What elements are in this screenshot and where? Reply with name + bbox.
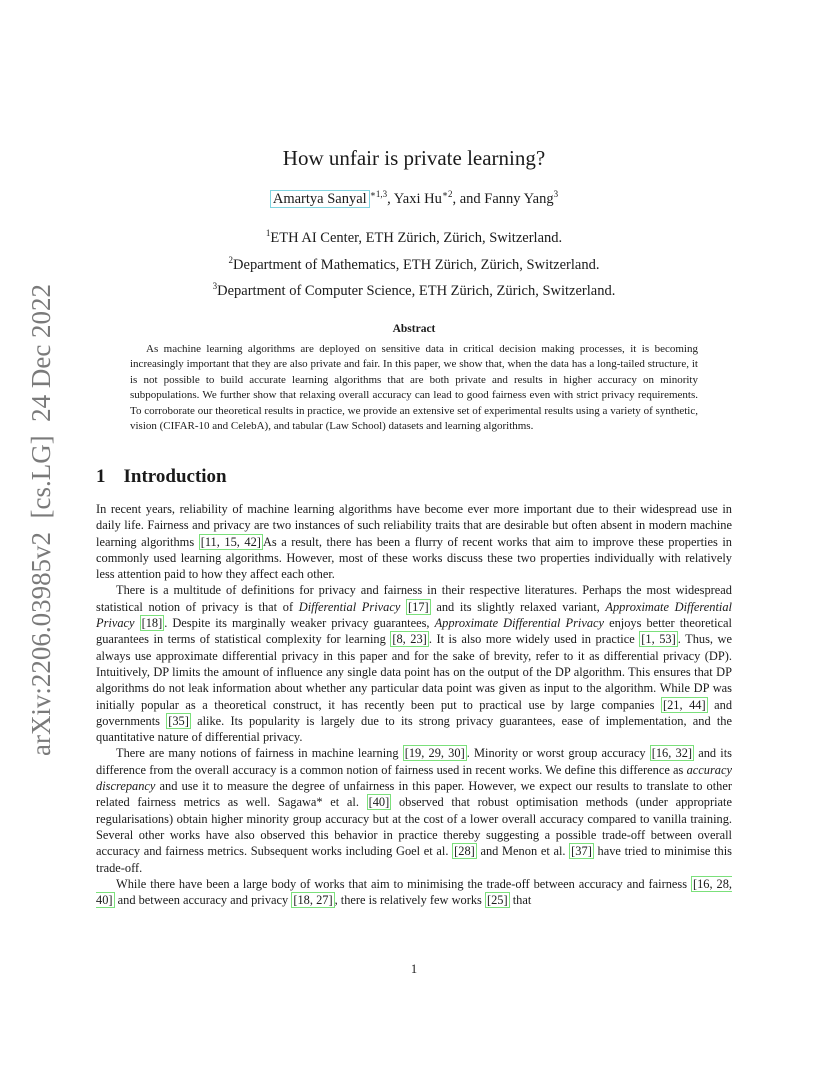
text: In recent years, reliability of machine learning algorithms have become ever more important due to their widespread use in daily life. Fairness and privacy are two instances of such reliability traits that are desirable but often absent in modern machine learning algorithms bbox=[96, 502, 732, 549]
citation-link[interactable]: [18, 27] bbox=[293, 893, 333, 908]
citation-link[interactable]: [1, 53] bbox=[641, 632, 676, 647]
affil-text: ETH AI Center, ETH Zürich, Zürich, Switzerland. bbox=[270, 229, 563, 246]
affil-text: Department of Mathematics, ETH Zürich, Zürich, Switzerland. bbox=[233, 256, 600, 273]
section-number: 1 bbox=[96, 466, 106, 487]
citation-link[interactable]: [16, 28, 40] bbox=[96, 876, 732, 908]
author-sup: 3 bbox=[553, 189, 559, 199]
text: While there have been a large body of works that aim to minimising the trade-off between accuracy and fairness bbox=[116, 876, 691, 891]
affiliation bbox=[0, 222, 828, 249]
abstract-text: As machine learning algorithms are deployed on sensitive data in critical decision making processes, it is becoming increasingly important that they are also private and fair. In this paper, we show that, when the data has a long-tailed structure, it is not possible to build accurate learning algorithms that are both private and results in higher accuracy on minority subpopulations. We further show that relaxing overall accuracy can lead to good fairness even with strict privacy requirements. To corroborate our theoretical results in practice, we provide an extensive set of experimental results using a variety of synthetic, vision (CIFAR-10 and CelebA), and tabular (Law School) datasets and learning algorithms. bbox=[130, 342, 698, 432]
page-number: 1 bbox=[410, 962, 418, 976]
author-text: , and Fanny Yang bbox=[452, 190, 554, 207]
text: . Despite its marginally weaker privacy guarantees, bbox=[164, 616, 435, 631]
emphasis: Approximate Differential Privacy bbox=[434, 616, 605, 631]
paragraph bbox=[96, 582, 732, 745]
citation-link[interactable]: [8, 23] bbox=[392, 632, 427, 647]
citation-link[interactable]: [17] bbox=[408, 599, 429, 614]
citation-link[interactable]: [28] bbox=[454, 844, 475, 859]
text: . It is also more widely used in practice bbox=[428, 632, 640, 647]
text: . Thus, we always use approximate differential privacy in this paper and for the sake of brevity, refer to it as differential privacy (DP). Intuitively, DP limits the amount of influence any single data point has on the output of the DP algorithm. This ensures that DP algorithms do not leak information about whether any particular data point was given as input to the algorithm. While DP was initially popular as a theoretical construct, it has recently been put to practical use by large companies bbox=[96, 632, 733, 712]
author-sup: ∗1,3 bbox=[369, 189, 388, 199]
text: have tried to minimise this trade-off. bbox=[96, 844, 732, 875]
text: and its slightly relaxed variant, bbox=[430, 599, 606, 614]
affiliations bbox=[0, 222, 828, 302]
affiliation bbox=[0, 275, 828, 302]
affil-sup: 1 bbox=[265, 227, 271, 238]
title-block bbox=[0, 146, 828, 302]
citation-link[interactable]: [40] bbox=[368, 795, 390, 810]
section-title: Introduction bbox=[123, 466, 227, 487]
affil-sup: 2 bbox=[228, 254, 234, 265]
author-sup: ∗2 bbox=[441, 189, 453, 199]
arxiv-stamp-text: arXiv:2206.03985v2 [cs.LG] 24 Dec 2022 bbox=[26, 283, 56, 756]
section-heading bbox=[96, 466, 227, 488]
author-link-sanyal[interactable]: Amartya Sanyal bbox=[270, 190, 370, 208]
paragraph bbox=[96, 876, 732, 909]
citation-link[interactable]: [25] bbox=[486, 893, 508, 908]
text: There is a multitude of definitions for privacy and fairness in their respective literatures. Perhaps the most widespread statistical notion of privacy is that of bbox=[96, 583, 732, 614]
affiliation bbox=[0, 249, 828, 276]
citation-link[interactable]: [37] bbox=[571, 844, 592, 859]
author-line bbox=[0, 189, 828, 208]
text: and use it to measure the degree of unfairness in this paper. However, we expect our results to translate to other related fairness metrics as well. Sagawa* et al. bbox=[96, 779, 732, 810]
text: . Minority or worst group accuracy bbox=[466, 746, 650, 761]
body-text bbox=[96, 501, 732, 908]
abstract bbox=[130, 322, 698, 435]
text: enjoys better theoretical guarantees in terms of statistical complexity for learning bbox=[96, 616, 732, 647]
citation-link[interactable]: [11, 15, 42] bbox=[200, 534, 261, 549]
affil-text: Department of Computer Science, ETH Zürich, Zürich, Switzerland. bbox=[217, 283, 616, 300]
text: that bbox=[509, 893, 532, 908]
text: and its difference from the overall accuracy is a common notion of fairness used in recent works. We define this difference as bbox=[96, 746, 732, 777]
citation-link[interactable]: [21, 44] bbox=[662, 697, 706, 712]
paragraph bbox=[96, 501, 732, 582]
citation-link[interactable]: [18] bbox=[141, 616, 163, 631]
text: observed that robust optimisation methods (under appropriate regularisations) obtain higher minority group accuracy but at the cost of a lower overall accuracy compared to vanilla training. Several other works have also observed this behavior in practice thereby suggesting a possible trade-off between overall accuracy and fairness metrics. Subsequent works including Goel et al. bbox=[96, 795, 732, 859]
citation-link[interactable]: [35] bbox=[168, 713, 189, 728]
arxiv-stamp bbox=[14, 280, 64, 760]
author-text: , Yaxi Hu bbox=[387, 190, 442, 207]
citation-link[interactable]: [16, 32] bbox=[651, 746, 693, 761]
text: , there is relatively few works bbox=[334, 893, 485, 908]
text: As a result, there has been a flurry of recent works that aim to improve these properties in commonly used learning algorithms. However, most of these works discuss these two properties individually with relatively less attention paid to how they affect each other. bbox=[96, 534, 733, 582]
emphasis: Differential Privacy bbox=[298, 599, 401, 614]
text: There are many notions of fairness in machine learning bbox=[116, 746, 403, 761]
abstract-heading: Abstract bbox=[392, 323, 436, 335]
emphasis: Approximate Differential Privacy bbox=[96, 599, 732, 631]
affil-sup: 3 bbox=[212, 281, 218, 292]
text: and governments bbox=[96, 697, 733, 728]
paragraph bbox=[96, 745, 732, 875]
text: alike. Its popularity is largely due to its strong privacy guarantees, ease of implementation, and the quantitative nature of differential privacy. bbox=[96, 713, 732, 745]
emphasis: accuracy discrepancy bbox=[96, 762, 732, 794]
text: and between accuracy and privacy bbox=[114, 893, 292, 908]
text: and Menon et al. bbox=[476, 844, 570, 859]
citation-link[interactable]: [19, 29, 30] bbox=[404, 746, 465, 761]
paper-title: How unfair is private learning? bbox=[282, 146, 546, 170]
